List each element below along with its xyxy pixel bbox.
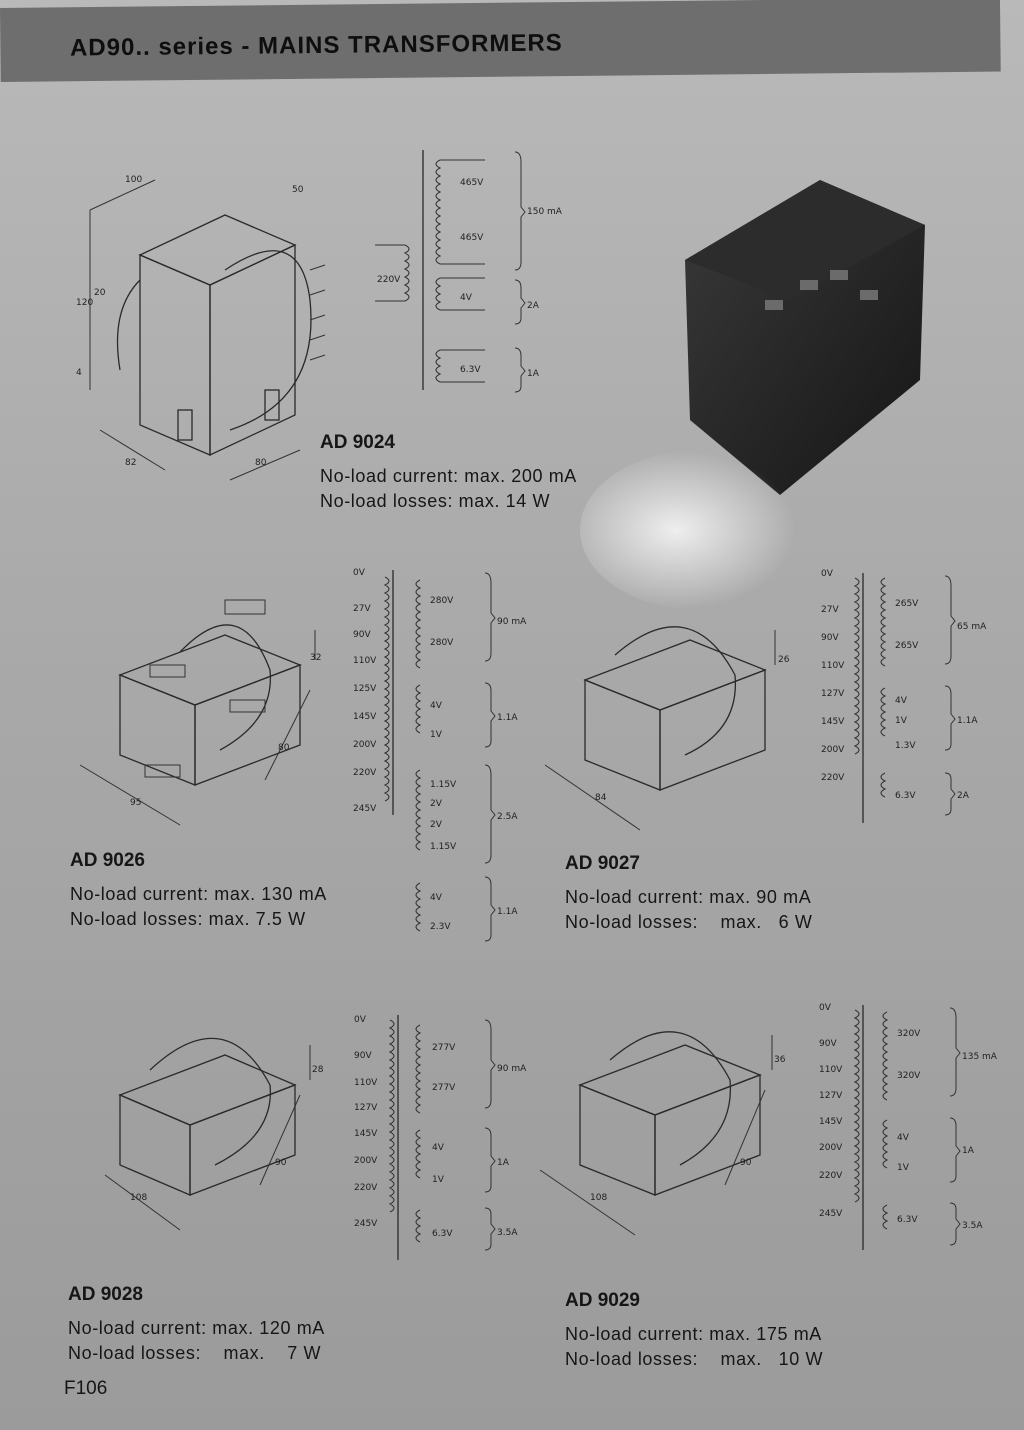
model-name: AD 9026 [70,850,145,871]
winding-label: 6.3V [897,1215,918,1225]
winding-label: 4V [895,696,907,706]
spec-losses: No-load losses: max. 14 W [320,491,551,511]
spec-losses: No-load losses: max. 6 W [565,912,813,932]
tap-label: 145V [353,712,377,722]
tap-label: 200V [819,1143,843,1153]
winding-label: 1V [430,730,442,740]
dim-label: 28 [312,1065,324,1075]
winding-label: 1.15V [430,780,457,790]
dim-label: 120 [76,298,94,308]
dim-label: 4 [76,368,82,378]
ad9026-specs [70,850,327,932]
model-name: AD 9029 [565,1290,640,1311]
tap-label: 200V [821,745,845,755]
ad9026-schematic [335,565,535,955]
tap-label: 127V [819,1091,843,1101]
tap-label: 245V [354,1219,378,1229]
tap-label: 90V [819,1039,837,1049]
ad9026-terminals [145,600,265,777]
winding-label: 277V [432,1083,456,1093]
tap-label: 145V [821,717,845,727]
winding-label: 465V [460,178,484,188]
dim-label: 26 [778,655,790,665]
rating-label: 1A [527,369,539,379]
winding-label: 1V [432,1175,444,1185]
dim-label: 108 [590,1193,608,1203]
series-title: MAINS TRANSFORMERS [257,29,563,60]
winding-label: 465V [460,233,484,243]
model-name: AD 9028 [68,1284,143,1305]
ad9027-specs [565,853,812,935]
tap-label: 220V [819,1171,843,1181]
rating-label: 65 mA [957,622,987,632]
winding-label: 6.3V [460,365,481,375]
winding-label: 4V [460,293,472,303]
winding-label: 4V [897,1133,909,1143]
tap-label: 127V [821,689,845,699]
tap-label: 245V [353,804,377,814]
winding-label: 2V [430,820,442,830]
tap-label: 0V [819,1003,831,1013]
winding-label: 2V [430,799,442,809]
winding-label: 4V [432,1143,444,1153]
tap-label: 90V [354,1051,372,1061]
ad9028-transformer-drawing [105,1000,345,1250]
winding-label: 1V [895,716,907,726]
page-title [70,29,563,62]
ad9024-schematic [365,150,575,410]
ad9028-schematic [340,1010,540,1275]
tap-label: 110V [821,661,845,671]
winding-label: 265V [895,599,919,609]
dim-label: 108 [130,1193,148,1203]
spec-current: No-load current: max. 90 mA [565,887,812,907]
ad9028-specs [68,1284,325,1366]
tap-label: 0V [353,568,365,578]
winding-label: 1.15V [430,842,457,852]
rating-label: 90 mA [497,617,527,627]
model-name: AD 9027 [565,853,640,874]
rating-label: 2A [957,791,969,801]
tap-label: 200V [353,740,377,750]
dim-label: 50 [292,185,304,195]
ad9027-transformer-drawing [540,590,790,840]
rating-label: 1A [497,1158,509,1168]
transformer-photo [670,150,950,520]
winding-label: 280V [430,638,454,648]
tap-label: 145V [354,1129,378,1139]
winding-label: 4V [430,893,442,903]
rating-label: 3.5A [497,1228,518,1238]
dim-label: 80 [255,458,267,468]
tap-label: 145V [819,1117,843,1127]
tap-label: 125V [353,684,377,694]
winding-label: 320V [897,1029,921,1039]
rating-label: 2.5A [497,812,518,822]
dim-label: 84 [595,793,607,803]
winding-label: 265V [895,641,919,651]
spec-current: No-load current: max. 200 mA [320,466,577,486]
ad9029-transformer-drawing [540,1000,790,1250]
winding-label: 320V [897,1071,921,1081]
ad9024-transformer-drawing [70,160,360,510]
rating-label: 150 mA [527,207,562,217]
winding-label: 280V [430,596,454,606]
dim-label: 100 [125,175,143,185]
series-prefix: AD90.. series - [69,32,259,62]
tap-label: 220V [821,773,845,783]
rating-label: 1.1A [497,907,518,917]
ad9029-schematic [805,1000,1015,1265]
rating-label: 1A [962,1146,974,1156]
winding-label: 6.3V [895,791,916,801]
dim-label: 95 [130,798,142,808]
spec-current: No-load current: max. 120 mA [68,1318,325,1338]
rating-label: 90 mA [497,1064,527,1074]
ad9029-specs [565,1290,823,1372]
page-number: F106 [64,1378,108,1399]
tap-label: 245V [819,1209,843,1219]
tap-label: 27V [353,604,371,614]
dim-label: 36 [774,1055,786,1065]
rating-label: 2A [527,301,539,311]
tap-label: 220V [353,768,377,778]
ad9024-specs [320,432,577,514]
dim-label: 32 [310,653,322,663]
tap-label: 27V [821,605,839,615]
dim-label: 90 [275,1158,287,1168]
ad9026-transformer-drawing [70,580,340,830]
winding-label: 2.3V [430,922,451,932]
tap-label: 0V [821,569,833,579]
tap-label: 110V [354,1078,378,1088]
tap-label: 0V [354,1015,366,1025]
rating-label: 3.5A [962,1221,983,1231]
winding-label: 277V [432,1043,456,1053]
dim-label: 20 [94,288,106,298]
spec-current: No-load current: max. 130 mA [70,884,327,904]
spec-losses: No-load losses: max. 7.5 W [70,909,306,929]
tap-label: 90V [353,630,371,640]
ad9027-schematic [805,568,1015,838]
winding-label: 6.3V [432,1229,453,1239]
spec-losses: No-load losses: max. 10 W [565,1349,824,1369]
rating-label: 1.1A [957,716,978,726]
primary-label: 220V [377,275,401,285]
winding-label: 4V [430,701,442,711]
spec-losses: No-load losses: max. 7 W [68,1343,322,1363]
tap-label: 110V [353,656,377,666]
spec-current: No-load current: max. 175 mA [565,1324,822,1344]
tap-label: 220V [354,1183,378,1193]
rating-label: 1.1A [497,713,518,723]
tap-label: 110V [819,1065,843,1075]
tap-label: 90V [821,633,839,643]
dim-label: 90 [740,1158,752,1168]
dim-label: 80 [278,743,290,753]
winding-label: 1V [897,1163,909,1173]
model-name: AD 9024 [320,432,395,453]
winding-label: 1.3V [895,741,916,751]
dim-label: 82 [125,458,137,468]
tap-label: 127V [354,1103,378,1113]
tap-label: 200V [354,1156,378,1166]
rating-label: 135 mA [962,1052,997,1062]
ad9024-terminals [310,265,325,360]
